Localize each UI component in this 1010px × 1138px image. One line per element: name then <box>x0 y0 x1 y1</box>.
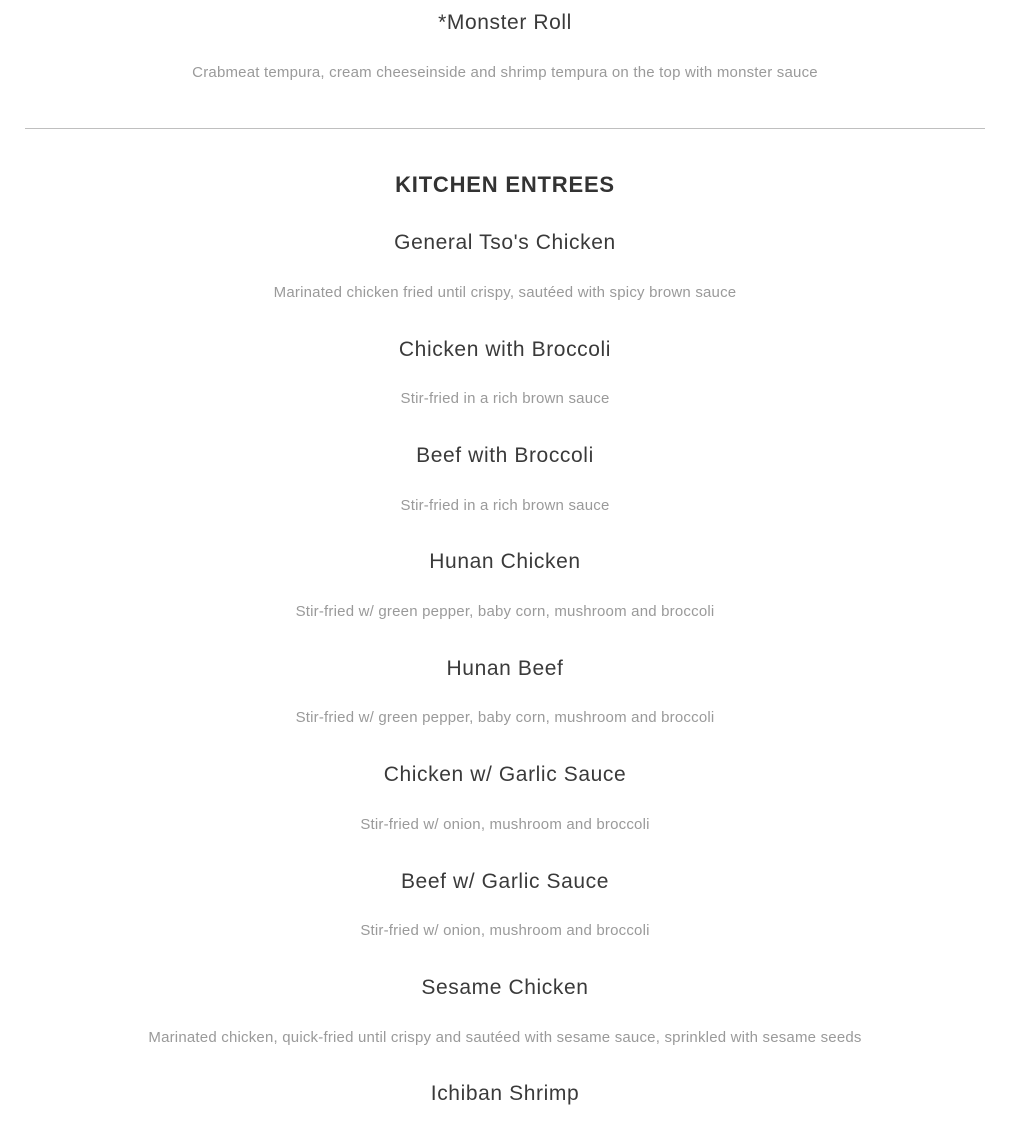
menu-item-description: Stir-fried w/ green pepper, baby corn, mushroom and broccoli <box>295 709 715 726</box>
section-title: KITCHEN ENTREES <box>395 172 615 197</box>
menu-item-name: Sesame Chicken <box>421 976 589 999</box>
menu-item-description: Crabmeat tempura, cream cheeseinside and shrimp tempura on the top with monster sauce <box>192 64 818 81</box>
menu-item-name: Hunan Chicken <box>429 550 581 573</box>
menu-item-name: Ichiban Shrimp <box>430 1082 580 1105</box>
menu-item-name: *Monster Roll <box>438 11 572 34</box>
menu-item-name: General Tso's Chicken <box>394 231 616 254</box>
menu-item-description: Stir-fried w/ onion, mushroom and broccoli <box>360 922 650 939</box>
menu-item-name: Beef w/ Garlic Sauce <box>400 870 610 893</box>
menu-item-name: Chicken w/ Garlic Sauce <box>383 763 627 786</box>
menu-item-name: Hunan Beef <box>446 657 564 680</box>
menu-item-description: Stir-fried w/ onion, mushroom and broccoli <box>360 816 650 833</box>
section-divider <box>25 128 985 129</box>
menu-item-description: Marinated chicken, quick-fried until crispy and sautéed with sesame sauce, sprinkled with sesame seeds <box>148 1029 862 1046</box>
menu-item-description: Stir-fried in a rich brown sauce <box>400 497 610 514</box>
menu-item-description: Marinated chicken fried until crispy, sautéed with spicy brown sauce <box>273 284 737 301</box>
menu-item-name: Chicken with Broccoli <box>398 338 612 361</box>
menu-item-description: Stir-fried w/ green pepper, baby corn, mushroom and broccoli <box>295 603 715 620</box>
menu-item-name: Beef with Broccoli <box>416 444 594 467</box>
menu-item-description: Stir-fried in a rich brown sauce <box>400 390 610 407</box>
